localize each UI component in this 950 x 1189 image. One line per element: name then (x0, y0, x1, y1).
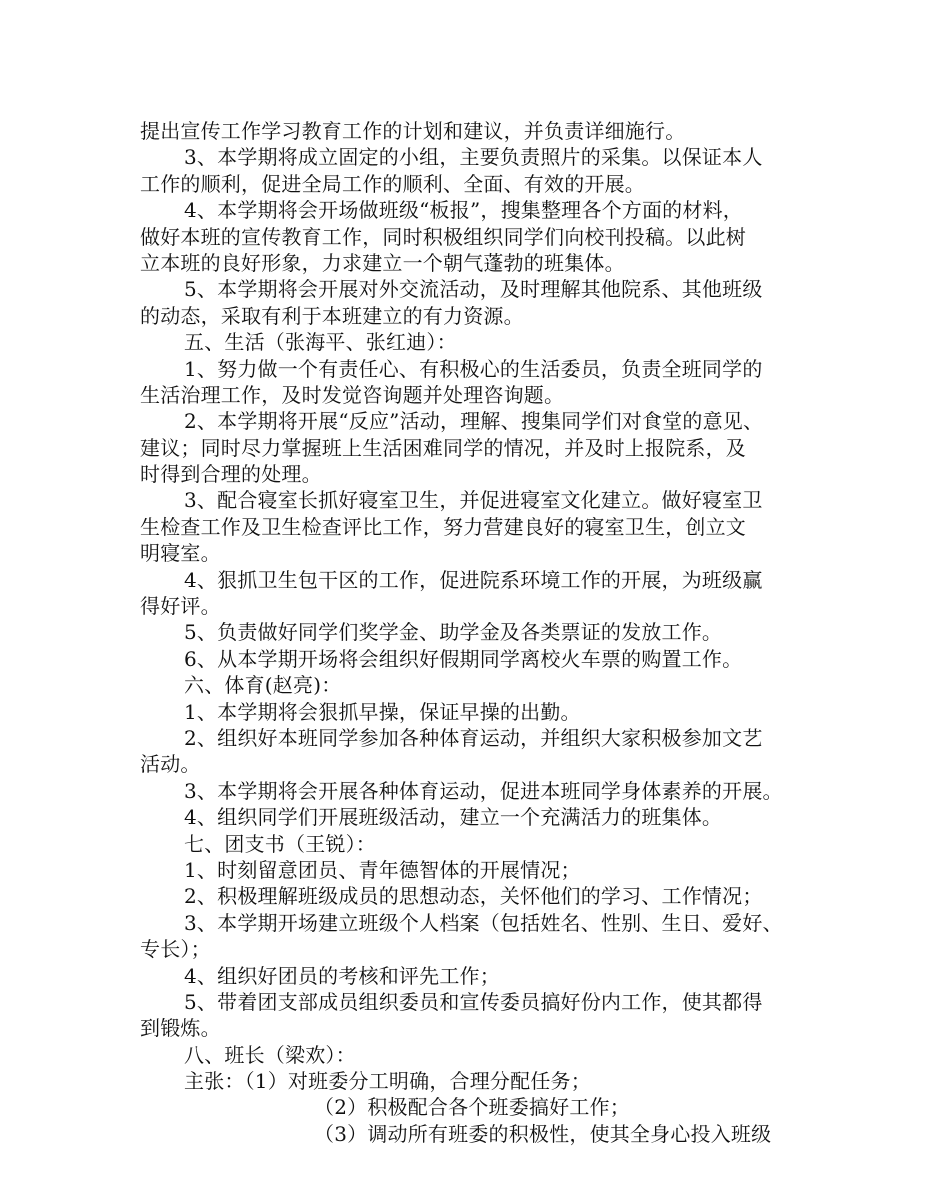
text-line: 立本班的良好形象，力求建立一个朝气蓬勃的班集体。 (140, 250, 625, 275)
text-line: 提出宣传工作学习教育工作的计划和建议，并负责详细施行。 (140, 119, 686, 143)
text-line: 3、本学期开场建立班级个人档案（包括姓名、性别、生日、爱好、 (184, 910, 783, 935)
text-line: 到锻炼。 (140, 1016, 221, 1041)
text-line: 3、本学期将会开展各种体育运动，促进本班同学身体素养的开展。 (184, 778, 783, 803)
text-line: 主张：（1）对班委分工明确，合理分配任务； (184, 1069, 591, 1094)
text-line: 3、配合寝室长抓好寝室卫生，并促进寝室文化建立。做好寝室卫 (184, 488, 763, 513)
text-line: 的动态，采取有利于本班建立的有力资源。 (140, 303, 524, 328)
text-line: 6、从本学期开场将会组织好假期同学离校火车票的购置工作。 (184, 646, 743, 671)
text-line: （3）调动所有班委的积极性，使其全身心投入班级 (314, 1121, 772, 1146)
text-line: 4、本学期将会开场做班级“板报”，搜集整理各个方面的材料， (184, 198, 743, 223)
text-line: 4、狠抓卫生包干区的工作，促进院系环境工作的开展，为班级赢 (184, 567, 763, 592)
document-body (140, 118, 830, 1147)
text-line: 做好本班的宣传教育工作，同时积极组织同学们向校刊投稿。以此树 (140, 224, 746, 249)
text-line: 5、带着团支部成员组织委员和宣传委员搞好份内工作，使其都得 (184, 989, 763, 1014)
text-line: 明寝室。 (140, 541, 221, 566)
text-line: 生检查工作及卫生检查评比工作，努力营建良好的寝室卫生，创立文 (140, 514, 746, 539)
text-line: 5、负责做好同学们奖学金、助学金及各类票证的发放工作。 (184, 620, 723, 645)
text-line: 生活治理工作，及时发觉咨询题并处理咨询题。 (140, 382, 565, 407)
text-line: 4、组织好团员的考核和评先工作； (184, 963, 500, 988)
text-line: 活动。 (140, 752, 201, 777)
text-line: 1、本学期将会狠抓早操，保证早操的出勤。 (184, 699, 581, 724)
text-line: 六、体育(赵亮)： (184, 673, 342, 698)
text-line: 八、班长（梁欢）： (184, 1042, 356, 1067)
text-line: 4、组织同学们开展班级活动，建立一个充满活力的班集体。 (184, 805, 723, 830)
text-line: 5、本学期将会开展对外交流活动，及时理解其他院系、其他班级 (184, 277, 763, 302)
text-line: 1、时刻留意团员、青年德智体的开展情况； (184, 857, 581, 882)
text-line: 3、本学期将成立固定的小组，主要负责照片的采集。以保证本人 (184, 145, 763, 170)
text-line: （2）积极配合各个班委搞好工作； (314, 1095, 630, 1120)
text-line: 2、组织好本班同学参加各种体育运动，并组织大家积极参加文艺 (184, 725, 763, 750)
text-line: 专长）； (140, 937, 211, 962)
text-line: 时得到合理的处理。 (140, 462, 322, 487)
text-line: 工作的顺利，促进全局工作的顺利、全面、有效的开展。 (140, 171, 645, 196)
text-line: 建议；同时尽力掌握班上生活困难同学的情况，并及时上报院系，及 (140, 435, 746, 460)
text-line: 五、生活（张海平、张红迪）： (184, 330, 457, 355)
text-line: 2、积极理解班级成员的思想动态，关怀他们的学习、工作情况； (184, 884, 763, 909)
text-line: 1、努力做一个有责任心、有积极心的生活委员，负责全班同学的 (184, 356, 763, 381)
text-line: 七、团支书（王锐）： (184, 831, 376, 856)
text-line: 2、本学期将开展“反应”活动，理解、搜集同学们对食堂的意见、 (184, 409, 764, 434)
text-line: 得好评。 (140, 594, 221, 619)
